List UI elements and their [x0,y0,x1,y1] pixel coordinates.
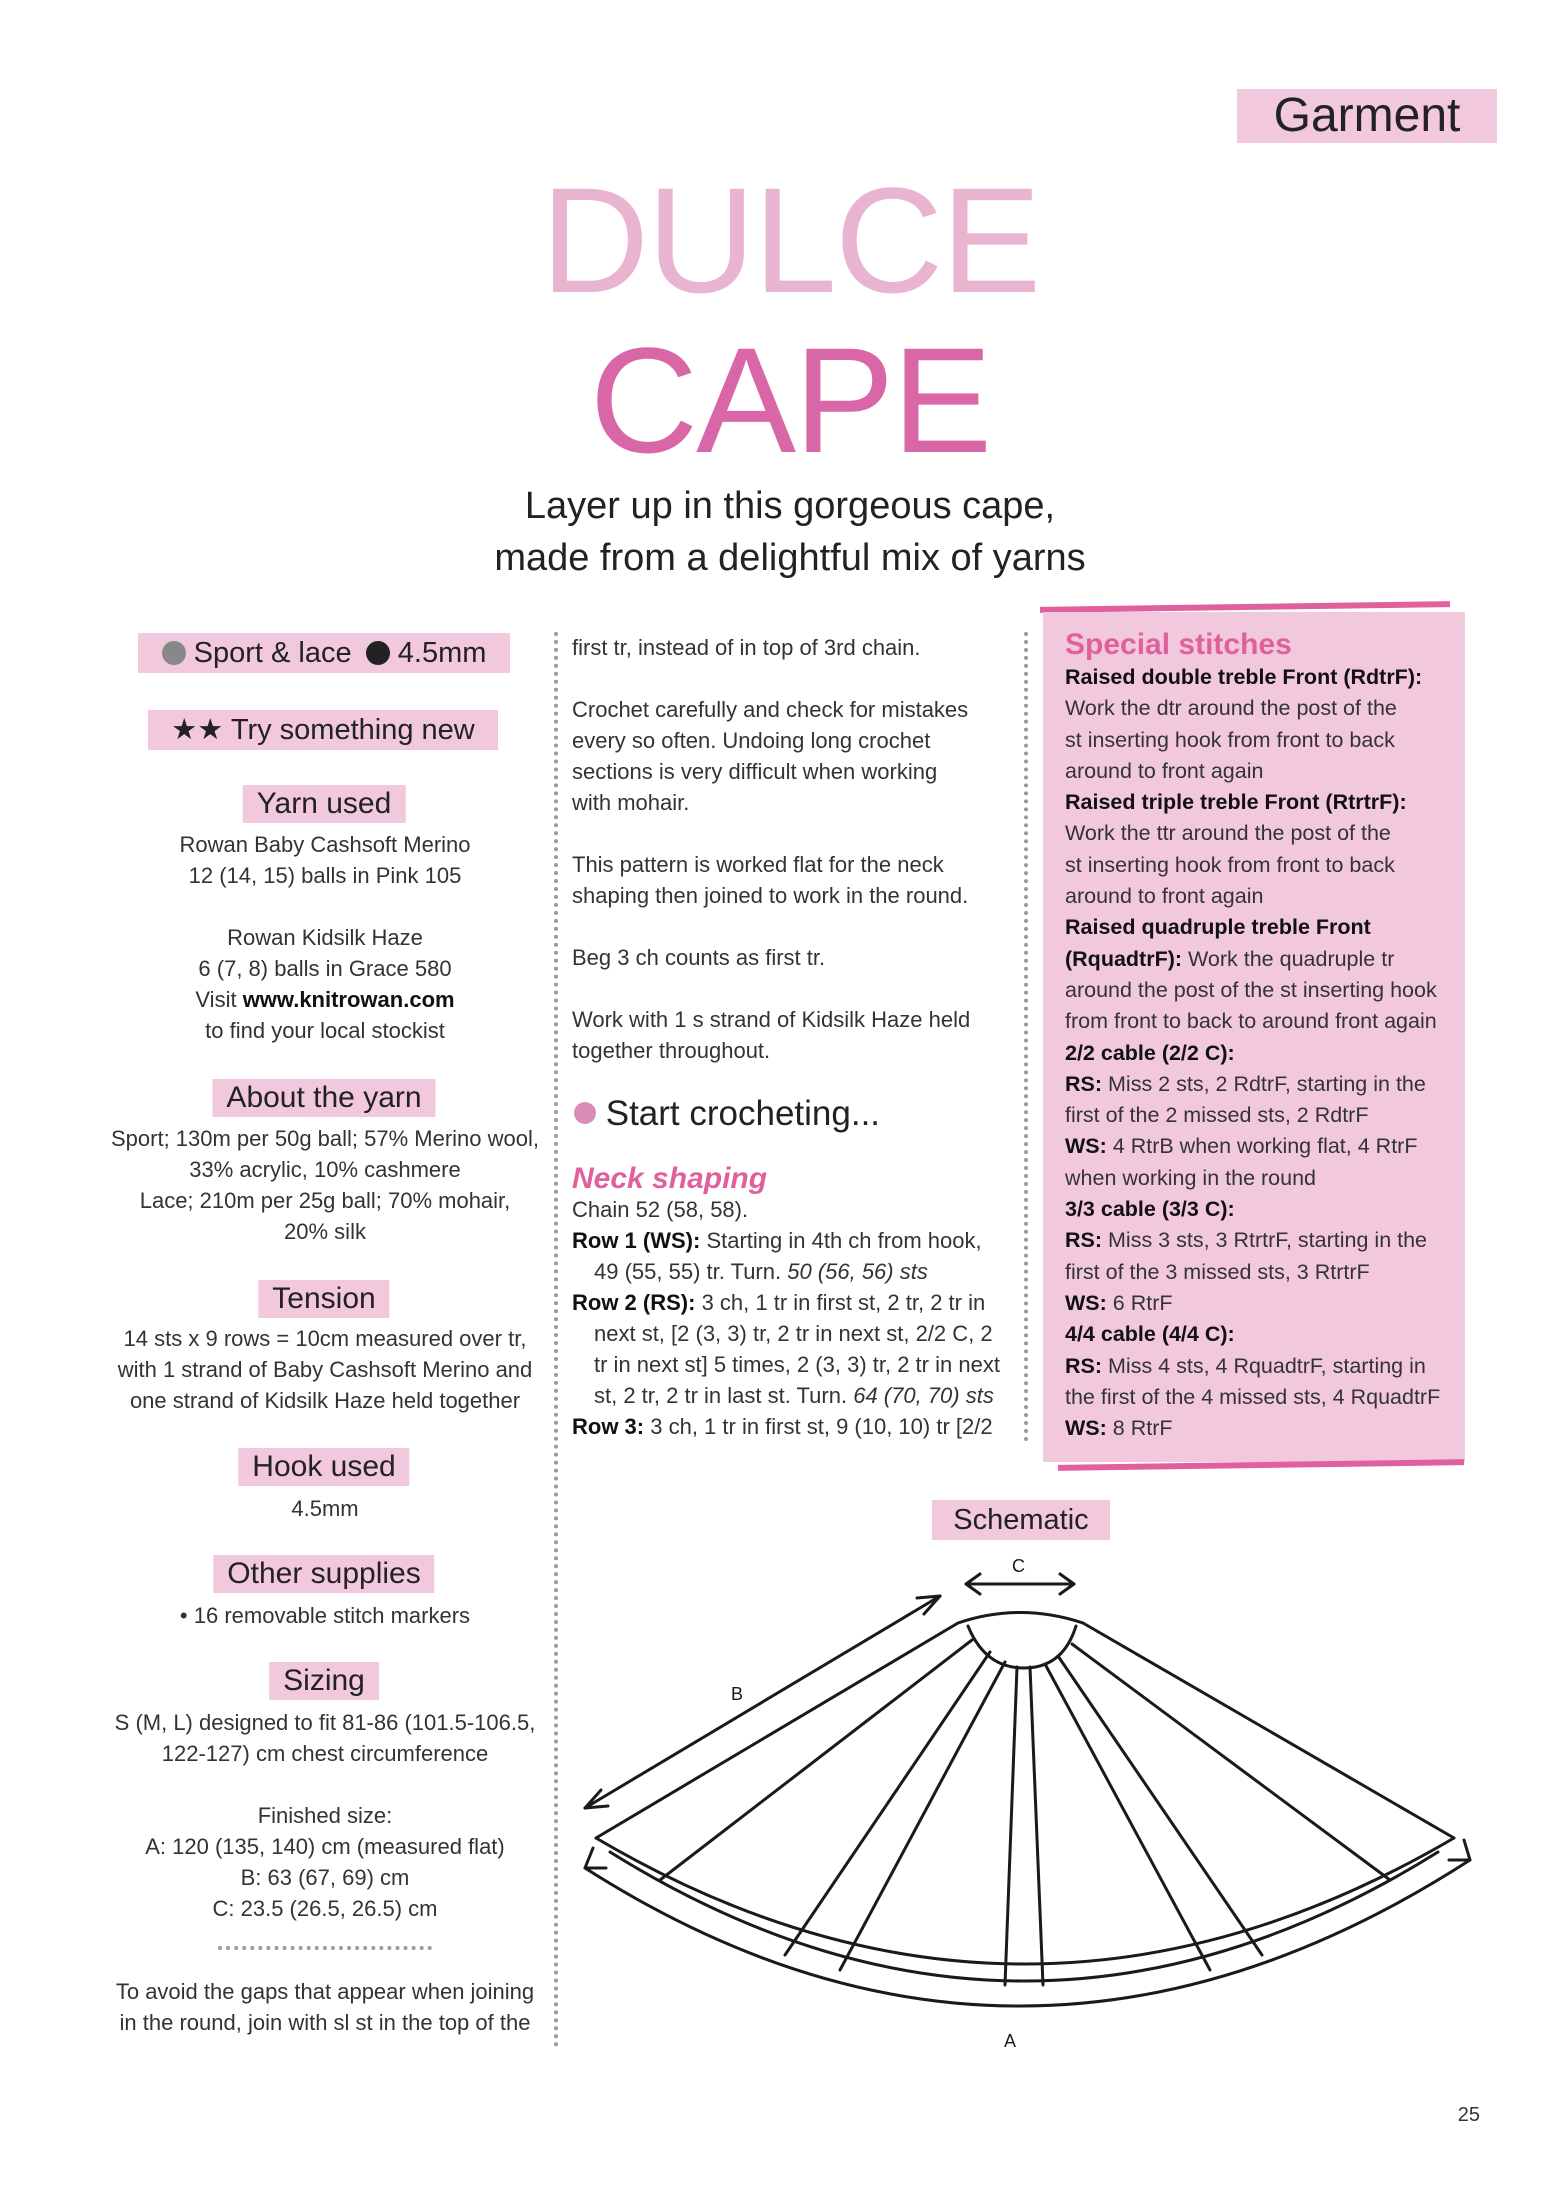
row-text: Starting in 4th ch from hook, 49 (55, 55) tr. Turn. [594,1228,982,1284]
star-icon: ★ [197,714,224,746]
stitch-desc: Work the quadruple tr [1182,946,1395,971]
join-note-line: in the round, join with sl st in the top of the [119,2010,531,2035]
cable-line [1005,1667,1017,1985]
tension-line: one strand of Kidsilk Haze held together [129,1388,521,1413]
section-label: Garment [1237,89,1497,143]
arrowhead [1449,1840,1470,1860]
sizing-heading: Sizing [269,1662,379,1700]
note-line: every so often. Undoing long crochet [572,728,931,753]
row-label: Row 1 (WS): [572,1228,701,1253]
yarn2-quantity: 6 (7, 8) balls in Grace 580 [198,956,452,981]
stitch-count: 50 (56, 56) sts [787,1259,928,1284]
stitch-desc: st inserting hook from front to back [1065,727,1395,752]
stockist-link[interactable]: www.knitrowan.com [242,987,455,1012]
about-yarn-line: Lace; 210m per 25g ball; 70% mohair, [139,1188,511,1213]
note-line: with mohair. [572,790,690,815]
tension-line: 14 sts x 9 rows = 10cm measured over tr, [123,1326,527,1351]
finished-size-b: B: 63 (67, 69) cm [240,1865,410,1890]
start-crocheting-heading [574,1092,880,1136]
note-line: Beg 3 ch counts as first tr. [572,945,826,970]
note-line: shaping then joined to work in the round. [572,883,969,908]
supplies-item: • 16 removable stitch markers [179,1603,471,1628]
row-label: Row 2 (RS): [572,1290,696,1315]
side-label: RS: [1065,1228,1103,1253]
tension-heading: Tension [258,1280,389,1318]
hook-used-heading: Hook used [238,1448,409,1486]
star-icon: ★ [171,714,198,746]
cable-line [660,1640,972,1880]
stitch-name: Raised triple treble Front (RtrtrF): [1065,790,1407,815]
side-label: WS: [1065,1416,1107,1441]
stitch-desc: st inserting hook from front to back [1065,852,1395,877]
hook-icon [366,641,390,665]
yarn1-quantity: 12 (14, 15) balls in Pink 105 [188,863,462,888]
cable-desc: the first of the 4 missed sts, 4 RquadtrF [1065,1384,1441,1409]
schematic-label-a: A [1004,2031,1017,2051]
cable-line [840,1662,1005,1970]
neck-shaping-heading: Neck shaping [572,1162,768,1195]
join-note-line: To avoid the gaps that appear when joining [115,1979,535,2004]
finished-size-label: Finished size: [257,1803,393,1828]
row-2 [572,1287,1012,1411]
arrowhead [917,1596,940,1614]
title-line2: CAPE [589,316,991,484]
cape-left-edge [596,1623,958,1838]
column-divider-right [1024,632,1028,1442]
arrowhead [585,1790,608,1808]
cable-name: 4/4 cable (4/4 C): [1065,1322,1235,1347]
hook-size-label: 4.5mm [397,637,487,669]
cable-name: 3/3 cable (3/3 C): [1065,1197,1235,1222]
cable-desc: Miss 3 sts, 3 RtrtrF, starting in the [1102,1228,1428,1253]
yarn1-name: Rowan Baby Cashsoft Merino [179,832,471,857]
dimension-a-arc [585,1860,1470,2006]
cable-desc: Miss 2 sts, 2 RdtrF, starting in the [1102,1071,1426,1096]
join-note [100,1976,550,2038]
cable-name: 2/2 cable (2/2 C): [1065,1040,1235,1065]
arrowhead [585,1848,606,1868]
cable-desc: first of the 2 missed sts, 2 RdtrF [1065,1103,1369,1128]
row-label: Row 3: [572,1414,645,1439]
row-text: 3 ch, 1 tr in first st, 2 tr, 2 tr in next st, [2 (3, 3) tr, 2 tr in next st, 2/2 C, 2 tr in next st] 5 times, 2 (3, 3) tr, 2 tr in next st, 2 tr, 2 tr in last st. Turn. [594,1290,1000,1408]
start-crocheting-label: Start crocheting... [605,1094,881,1133]
yarn-ball-icon [162,641,186,665]
cable-desc: 6 RtrF [1106,1290,1173,1315]
visit-prefix: Visit [195,987,243,1012]
visit-suffix: to find your local stockist [205,1018,445,1043]
pattern-notes [572,632,1012,1066]
stitch-desc: around to front again [1065,884,1264,909]
page-number: 25 [1457,2104,1480,2126]
row-1 [572,1225,1012,1287]
schematic-heading: Schematic [932,1500,1110,1540]
dotted-divider [218,1946,432,1950]
dimension-b-arrow [585,1596,940,1808]
row-3 [572,1411,1012,1442]
finished-size-c: C: 23.5 (26.5, 26.5) cm [212,1896,438,1921]
stitch-name: Raised double treble Front (RdtrF): [1065,665,1423,689]
about-yarn-line: 20% silk [284,1219,366,1244]
side-label: RS: [1065,1353,1103,1378]
yarn-used-heading: Yarn used [243,785,406,823]
cable-line [1072,1644,1390,1880]
about-yarn-block [100,1123,550,1247]
cable-line [1030,1667,1043,1985]
schematic-label-b: B [731,1684,744,1704]
stitch-desc: Work the dtr around the post of the [1065,696,1397,721]
sizing-line: S (M, L) designed to fit 81-86 (101.5-106.5, [114,1710,536,1735]
chain-instruction: Chain 52 (58, 58). [572,1197,749,1222]
tension-line: with 1 strand of Baby Cashsoft Merino and [117,1357,533,1382]
note-line: Work with 1 s strand of Kidsilk Haze held [572,1007,971,1032]
stitch-name: Raised quadruple treble Front [1065,915,1371,940]
weight-label: Sport & lace [193,637,352,669]
title-line1: DULCE [540,156,1040,324]
difficulty-label: Try something new [230,714,475,746]
neck-shaping-rows [572,1194,1012,1442]
sizing-block [100,1707,550,1924]
cape-right-edge [1083,1623,1454,1838]
stitch-desc: from front to back to around front again [1065,1009,1437,1034]
hem-top [596,1838,1454,1964]
other-supplies-heading: Other supplies [213,1555,434,1593]
weight-hook-badge [138,633,510,673]
hem-bottom [610,1852,1438,1981]
cable-desc: 8 RtrF [1106,1416,1173,1441]
standfirst-line2: made from a delightful mix of yarns [494,537,1086,579]
stitch-desc: around the post of the st inserting hook [1065,977,1437,1002]
difficulty-badge [148,710,498,750]
cable-line [1045,1664,1210,1970]
side-label: WS: [1065,1134,1107,1159]
note-line: sections is very difficult when working [572,759,938,784]
note-line: first tr, instead of in top of 3rd chain. [572,635,921,660]
about-yarn-line: Sport; 130m per 50g ball; 57% Merino wool, [110,1126,539,1151]
yarn-ball-icon [574,1102,596,1124]
about-yarn-line: 33% acrylic, 10% cashmere [189,1157,461,1182]
note-line: together throughout. [572,1038,771,1063]
hook-used-value: 4.5mm [291,1496,359,1521]
cape-schematic-diagram [560,1540,1490,2080]
special-stitches-list [1065,662,1450,1444]
cable-desc: Miss 4 sts, 4 RquadtrF, starting in [1102,1353,1426,1378]
yarn-used-block [100,829,550,1046]
cable-line [785,1652,990,1955]
stitch-desc: around to front again [1065,758,1264,783]
stitch-name: (RquadtrF): [1065,946,1183,971]
column-divider-left [554,632,558,2048]
yarn2-name: Rowan Kidsilk Haze [227,925,423,950]
schematic-label-c: C [1012,1556,1025,1576]
side-label: RS: [1065,1071,1103,1096]
standfirst-line1: Layer up in this gorgeous cape, [524,485,1056,527]
special-stitches-heading: Special stitches [1065,628,1292,661]
about-yarn-heading: About the yarn [212,1079,435,1117]
cable-line [1058,1656,1262,1955]
cable-desc: when working in the round [1065,1165,1316,1190]
row-text: 3 ch, 1 tr in first st, 9 (10, 10) tr [2/2 [644,1414,993,1439]
finished-size-a: A: 120 (135, 140) cm (measured flat) [145,1834,505,1859]
stitch-count: 64 (70, 70) sts [853,1383,994,1408]
sizing-line: 122-127) cm chest circumference [161,1741,489,1766]
neck-outer [958,1613,1083,1624]
tension-block [100,1323,550,1416]
cable-desc: 4 RtrB when working flat, 4 RtrF [1106,1134,1418,1159]
cable-desc: first of the 3 missed sts, 3 RtrtrF [1065,1259,1370,1284]
note-line: This pattern is worked flat for the neck [572,852,944,877]
note-line: Crochet carefully and check for mistakes [572,697,969,722]
side-label: WS: [1065,1290,1107,1315]
stitch-desc: Work the ttr around the post of the [1065,821,1391,846]
